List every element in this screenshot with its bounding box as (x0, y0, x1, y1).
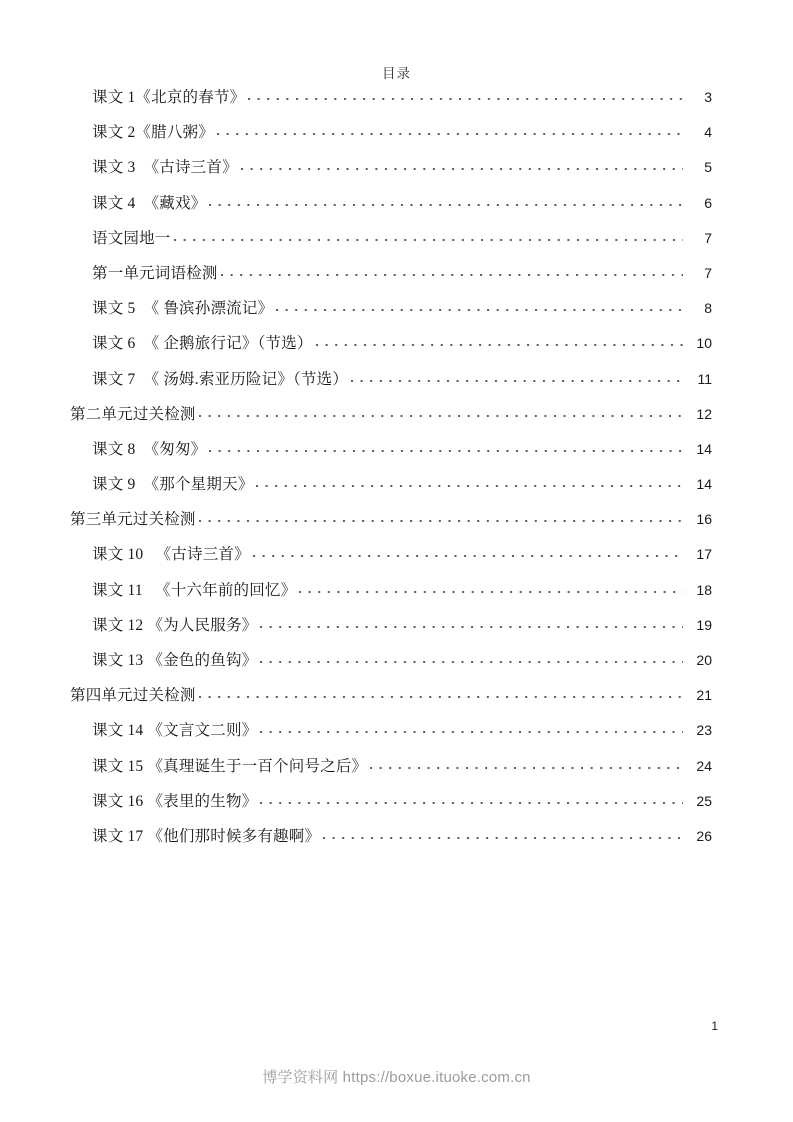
page-title: 目录 (382, 66, 411, 81)
toc-entry-label: 课文 3 《古诗三首》 (92, 159, 238, 177)
footer-page-number: 1 (711, 1019, 718, 1033)
toc-entry-label: 第三单元过关检测 (70, 511, 196, 529)
toc-entry-label: 课文 14 《文言文二则》 (92, 722, 258, 740)
toc-entry-label: 课文 2《腊八粥》 (92, 124, 214, 142)
toc-entry-page-number: 19 (696, 616, 712, 633)
toc-entry[interactable] (70, 194, 712, 229)
toc-entry[interactable] (70, 158, 712, 193)
toc-entry[interactable] (70, 827, 712, 862)
toc-dot-leader (217, 123, 683, 137)
toc-entry[interactable] (70, 440, 712, 475)
toc-entry-label: 课文 11 《十六年前的回忆》 (92, 581, 297, 599)
toc-dot-leader (260, 616, 683, 630)
toc-dot-leader (209, 440, 683, 454)
toc-entry[interactable] (70, 616, 712, 651)
toc-entry-page-number: 25 (696, 792, 712, 809)
toc-dot-leader (241, 158, 683, 172)
toc-entry-page-number: 7 (704, 264, 712, 281)
toc-entry-page-number: 14 (696, 440, 712, 457)
toc-entry-label: 课文 8 《匆匆》 (92, 440, 207, 458)
toc-entry-page-number: 20 (696, 652, 712, 668)
toc-dot-leader (253, 545, 683, 559)
toc-entry[interactable] (70, 229, 712, 264)
toc-entry[interactable] (70, 757, 712, 792)
toc-dot-leader (248, 88, 683, 102)
toc-entry-page-number: 26 (696, 827, 712, 844)
toc-entry-page-number: 16 (696, 511, 712, 528)
toc-entry[interactable] (70, 581, 712, 616)
toc-entry[interactable] (70, 334, 712, 369)
toc-entry-page-number: 12 (696, 405, 712, 422)
toc-entry-label: 课文 1《北京的春节》 (92, 89, 246, 106)
toc-entry[interactable] (70, 405, 712, 440)
toc-dot-leader (256, 475, 683, 489)
toc-entry[interactable] (70, 123, 712, 158)
toc-dot-leader (199, 510, 683, 524)
toc-entry-label: 课文 5 《 鲁滨孙漂流记》 (92, 300, 274, 318)
toc-entry-page-number: 7 (704, 229, 712, 246)
toc-entry[interactable] (70, 792, 712, 827)
toc-entry-label: 第二单元过关检测 (70, 405, 196, 423)
toc-entry-label: 课文 16 《表里的生物》 (92, 792, 258, 810)
toc-entry[interactable] (70, 475, 712, 510)
toc-dot-leader (174, 229, 683, 243)
toc-entry-page-number: 21 (696, 687, 712, 704)
toc-entry-label: 课文 4 《藏戏》 (92, 194, 207, 212)
toc-entry[interactable] (70, 88, 712, 123)
toc-entry-label: 课文 12 《为人民服务》 (92, 616, 258, 634)
toc-entry-page-number: 17 (696, 546, 712, 563)
toc-entry[interactable] (70, 510, 712, 545)
toc-entry-page-number: 6 (704, 194, 712, 211)
toc-dot-leader (260, 721, 683, 735)
toc-entry-label: 第四单元过关检测 (70, 687, 196, 705)
toc-dot-leader (276, 299, 683, 313)
toc-dot-leader (299, 581, 683, 595)
toc-entry-label: 课文 9 《那个星期天》 (92, 476, 254, 494)
toc-entry[interactable] (70, 264, 712, 299)
toc-dot-leader (199, 686, 683, 700)
toc-entry-page-number: 24 (696, 757, 712, 774)
toc-entry-label: 第一单元词语检测 (92, 264, 218, 282)
toc-entry-page-number: 4 (704, 124, 712, 141)
toc-dot-leader (316, 334, 683, 348)
toc-entry-label: 语文园地一 (92, 229, 171, 247)
toc-dot-leader (199, 405, 683, 419)
toc-entry-page-number: 18 (696, 581, 712, 598)
toc-entry[interactable] (70, 721, 712, 756)
toc-entry[interactable] (70, 299, 712, 334)
toc-entry-page-number: 5 (704, 159, 712, 176)
toc-entry[interactable] (70, 370, 712, 405)
toc-dot-leader (323, 827, 683, 841)
table-of-contents (70, 88, 712, 862)
toc-entry-label: 课文 7 《 汤姆.索亚历险记》（节选） (92, 370, 349, 388)
toc-entry-page-number: 14 (696, 476, 712, 493)
toc-dot-leader (370, 757, 683, 771)
toc-entry-label: 课文 17 《他们那时候多有趣啊》 (92, 827, 321, 845)
toc-entry[interactable] (70, 545, 712, 580)
toc-entry-page-number: 10 (696, 335, 712, 352)
toc-entry[interactable] (70, 686, 712, 721)
toc-entry-label: 课文 15 《真理诞生于一百个问号之后》 (92, 757, 368, 775)
toc-entry-page-number: 11 (697, 370, 712, 387)
toc-entry[interactable] (70, 651, 712, 686)
toc-entry-label: 课文 6 《 企鹅旅行记》（节选） (92, 335, 313, 353)
toc-entry-page-number: 3 (704, 89, 712, 105)
toc-dot-leader (351, 370, 683, 384)
toc-dot-leader (260, 651, 683, 665)
toc-dot-leader (221, 264, 683, 278)
toc-dot-leader (260, 792, 683, 806)
toc-entry-label: 课文 10 《古诗三首》 (92, 546, 250, 564)
toc-entry-label: 课文 13 《金色的鱼钩》 (92, 652, 258, 669)
toc-entry-page-number: 23 (696, 722, 712, 739)
toc-dot-leader (209, 194, 683, 208)
watermark-text: 博学资料网 https://boxue.ituoke.com.cn (262, 1069, 531, 1086)
toc-entry-page-number: 8 (704, 300, 712, 317)
